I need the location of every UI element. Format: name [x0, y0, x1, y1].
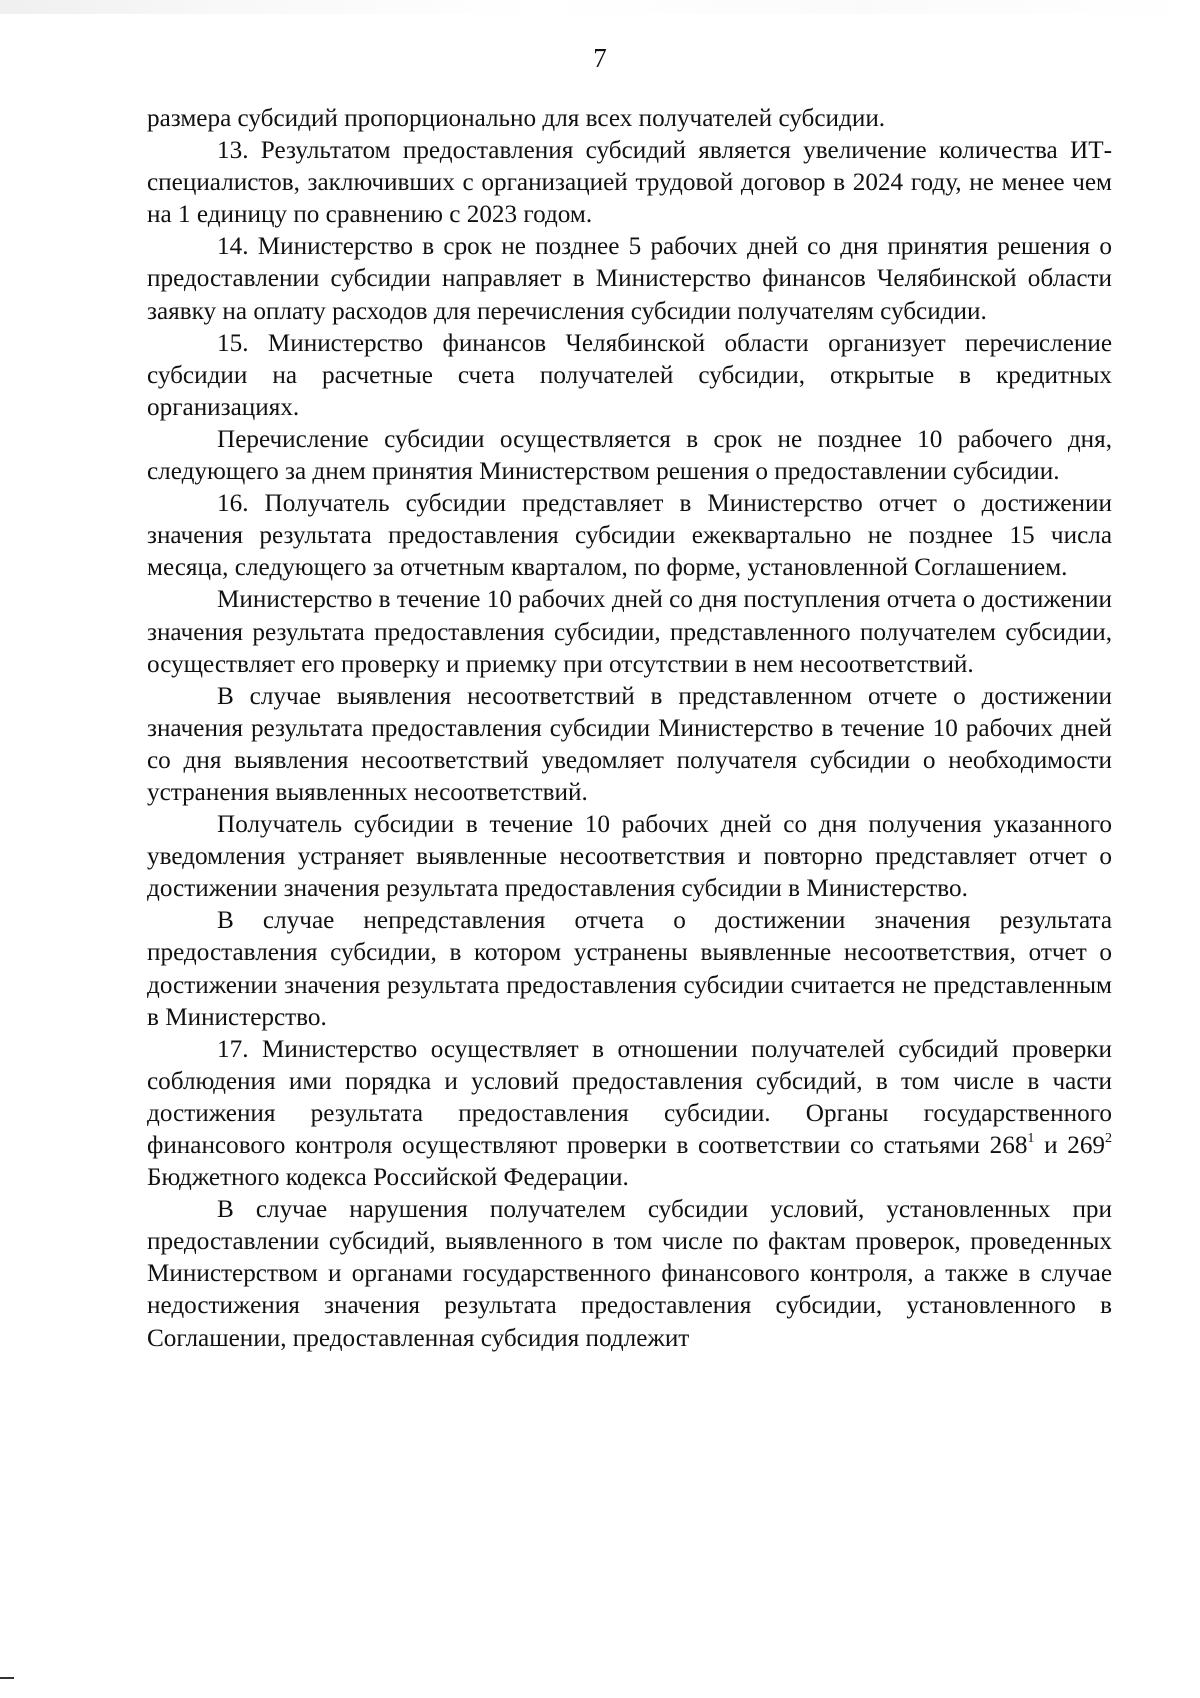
- paragraph-15: 15. Министерство финансов Челябинской области организует перечисление субсидии на расчетные счета получателей субсидии, открытые в кредитных организациях.: [147, 329, 1112, 421]
- paragraph-resubmission: Получатель субсидии в течение 10 рабочих дней со дня получения указанного уведомления устраняет выявленные несоответствия и повторно представляет отчет о достижении значения результата предоставления субсидии в Министерство.: [147, 811, 1112, 903]
- scan-top-edge: [0, 0, 1200, 14]
- paragraph-13: 13. Результатом предоставления субсидий является увеличение количества ИТ-специалистов, заключивших с организацией трудовой договор в 2024 году, не менее чем на 1 единицу по сравнению с 2023 годом.: [147, 137, 1112, 229]
- page-number: 7: [593, 43, 607, 73]
- paragraph-not-submitted: В случае непредставления отчета о достижении значения результата предоставления субсидии, в котором устранены выявленные несоответствия, отчет о достижении значения результата предоставления субсидии считается не представленным в Министерство.: [147, 907, 1112, 1031]
- paragraph-16: 16. Получатель субсидии представляет в Министерство отчет о достижении значения результата предоставления субсидии ежеквартально не позднее 15 числа месяца, следующего за отчетным кварталом, по форме, установленной Соглашением.: [147, 490, 1112, 582]
- paragraph-transfer-deadline: Перечисление субсидии осуществляется в срок не позднее 10 рабочего дня, следующего за днем принятия Министерством решения о предоставлении субсидии.: [147, 425, 1112, 486]
- article-268-superscript: 1: [1027, 1130, 1035, 1146]
- paragraph-report-review: Министерство в течение 10 рабочих дней со дня поступления отчета о достижении значения результата предоставления субсидии, представленного получателем субсидии, осуществляет его проверку и приемку при отсутствии в нем несоответствий.: [147, 586, 1112, 678]
- paragraph-nonconformity-notice: В случае выявления несоответствий в представленном отчете о достижении значения результата предоставления субсидии Министерство в течение 10 рабочих дней со дня выявления несоответствий уведомляет получателя субсидии о необходимости устранения выявленных несоответствий.: [147, 682, 1112, 806]
- paragraph-17-text-start: 17. Министерство осуществляет в отношении получателей субсидий проверки соблюдения ими порядка и условий предоставления субсидий, в том числе в части достижения результата предоставления субсидии. Органы государственного финансового контроля осуществляют проверки в соответствии со статьями 268: [147, 1035, 1112, 1159]
- paragraph-17-article-link-text: и 269: [1034, 1132, 1106, 1159]
- paragraph-17: [147, 1034, 1112, 1194]
- article-269-superscript: 2: [1105, 1130, 1113, 1146]
- paragraph-14: 14. Министерство в срок не позднее 5 рабочих дней со дня принятия решения о предоставлении субсидии направляет в Министерство финансов Челябинской области заявку на оплату расходов для перечисления субсидии получателям субсидии.: [147, 233, 1112, 325]
- paragraph-continuation: размера субсидий пропорционально для всех получателей субсидии.: [147, 105, 886, 132]
- scan-left-mark: [0, 1677, 14, 1679]
- paragraph-17-text-end: Бюджетного кодекса Российской Федерации.: [147, 1164, 629, 1192]
- document-body: [147, 103, 1112, 1355]
- paragraph-violation: В случае нарушения получателем субсидии условий, установленных при предоставлении субсидий, выявленного в том числе по фактам проверок, проведенных Министерством и органами государственного финансового контроля, а также в случае недостижения значения результата предоставления субсидии, установленного в Соглашении, предоставленная субсидия подлежит: [147, 1196, 1112, 1352]
